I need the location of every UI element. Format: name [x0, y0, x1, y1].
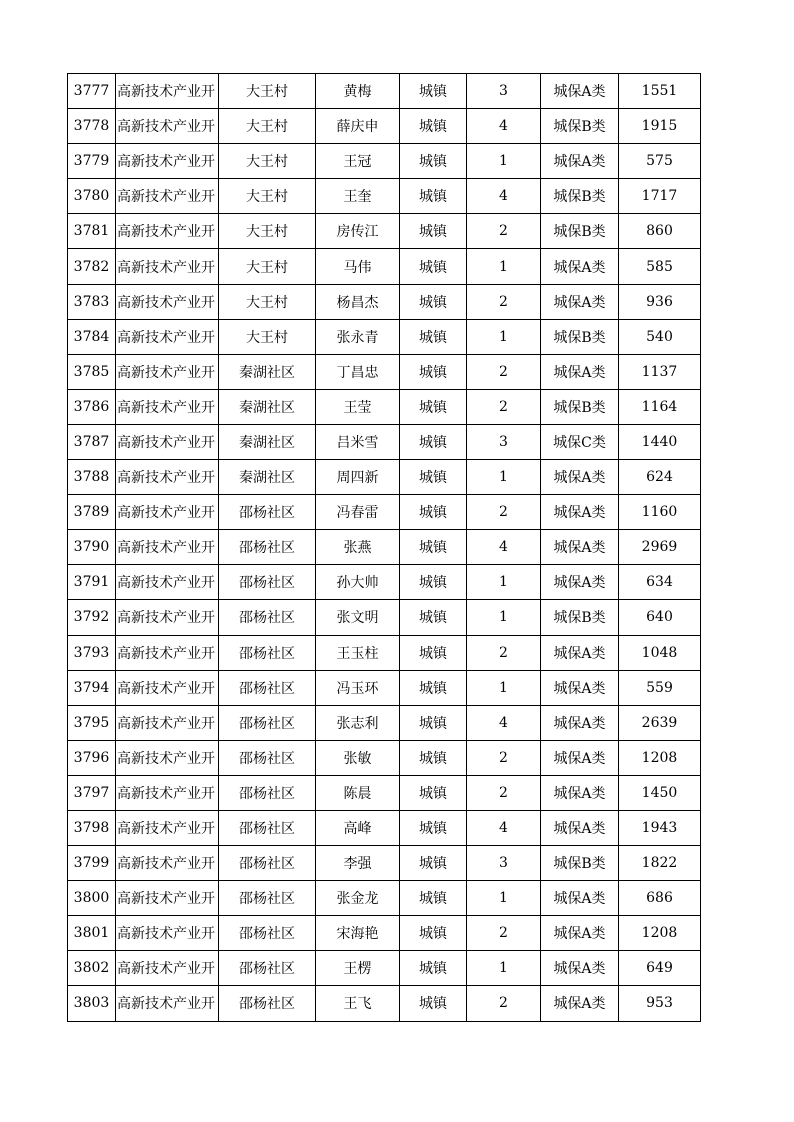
table-row [68, 881, 701, 916]
village-name-cell: 大王村 [219, 144, 316, 179]
aid-category-cell: 城保B类 [541, 600, 619, 635]
person-name-cell: 孙大帅 [316, 565, 400, 600]
row-number-cell: 3777 [68, 74, 116, 109]
village-name-cell: 秦湖社区 [219, 460, 316, 495]
aid-amount-cell: 1822 [619, 846, 701, 881]
member-count-cell: 2 [467, 389, 541, 424]
aid-category-cell: 城保A类 [541, 986, 619, 1021]
village-name-cell: 邵杨社区 [219, 565, 316, 600]
zone-name-cell: 高新技术产业开 [116, 74, 219, 109]
person-name-cell: 王莹 [316, 389, 400, 424]
aid-amount-cell: 1208 [619, 916, 701, 951]
member-count-cell: 1 [467, 951, 541, 986]
village-name-cell: 秦湖社区 [219, 424, 316, 459]
zone-name-cell: 高新技术产业开 [116, 775, 219, 810]
row-number-cell: 3799 [68, 846, 116, 881]
table-row [68, 775, 701, 810]
person-name-cell: 张永青 [316, 319, 400, 354]
aid-amount-cell: 585 [619, 249, 701, 284]
zone-name-cell: 高新技术产业开 [116, 389, 219, 424]
aid-amount-cell: 1551 [619, 74, 701, 109]
person-name-cell: 张文明 [316, 600, 400, 635]
row-number-cell: 3789 [68, 495, 116, 530]
aid-category-cell: 城保B类 [541, 319, 619, 354]
table-row [68, 740, 701, 775]
person-name-cell: 冯玉环 [316, 670, 400, 705]
zone-name-cell: 高新技术产业开 [116, 986, 219, 1021]
village-name-cell: 邵杨社区 [219, 775, 316, 810]
aid-category-cell: 城保A类 [541, 495, 619, 530]
member-count-cell: 2 [467, 284, 541, 319]
zone-name-cell: 高新技术产业开 [116, 600, 219, 635]
table-row [68, 389, 701, 424]
row-number-cell: 3784 [68, 319, 116, 354]
member-count-cell: 2 [467, 740, 541, 775]
aid-amount-cell: 1450 [619, 775, 701, 810]
village-name-cell: 大王村 [219, 249, 316, 284]
row-number-cell: 3803 [68, 986, 116, 1021]
household-type-cell: 城镇 [400, 144, 467, 179]
row-number-cell: 3795 [68, 705, 116, 740]
row-number-cell: 3800 [68, 881, 116, 916]
household-type-cell: 城镇 [400, 319, 467, 354]
household-type-cell: 城镇 [400, 389, 467, 424]
household-type-cell: 城镇 [400, 740, 467, 775]
row-number-cell: 3793 [68, 635, 116, 670]
table-row [68, 916, 701, 951]
row-number-cell: 3779 [68, 144, 116, 179]
aid-amount-cell: 860 [619, 214, 701, 249]
village-name-cell: 邵杨社区 [219, 916, 316, 951]
row-number-cell: 3782 [68, 249, 116, 284]
zone-name-cell: 高新技术产业开 [116, 951, 219, 986]
person-name-cell: 王冠 [316, 144, 400, 179]
aid-category-cell: 城保B类 [541, 179, 619, 214]
table-row [68, 530, 701, 565]
table-row [68, 846, 701, 881]
aid-category-cell: 城保A类 [541, 635, 619, 670]
aid-category-cell: 城保A类 [541, 530, 619, 565]
member-count-cell: 2 [467, 214, 541, 249]
person-name-cell: 宋海艳 [316, 916, 400, 951]
zone-name-cell: 高新技术产业开 [116, 354, 219, 389]
table-row [68, 249, 701, 284]
member-count-cell: 4 [467, 705, 541, 740]
zone-name-cell: 高新技术产业开 [116, 565, 219, 600]
row-number-cell: 3785 [68, 354, 116, 389]
aid-category-cell: 城保C类 [541, 424, 619, 459]
person-name-cell: 张志利 [316, 705, 400, 740]
aid-category-cell: 城保B类 [541, 389, 619, 424]
table-row [68, 705, 701, 740]
zone-name-cell: 高新技术产业开 [116, 705, 219, 740]
aid-amount-cell: 575 [619, 144, 701, 179]
zone-name-cell: 高新技术产业开 [116, 249, 219, 284]
aid-amount-cell: 1137 [619, 354, 701, 389]
table-row [68, 424, 701, 459]
household-type-cell: 城镇 [400, 249, 467, 284]
village-name-cell: 邵杨社区 [219, 740, 316, 775]
table-row [68, 600, 701, 635]
village-name-cell: 邵杨社区 [219, 705, 316, 740]
member-count-cell: 2 [467, 775, 541, 810]
aid-amount-cell: 640 [619, 600, 701, 635]
village-name-cell: 邵杨社区 [219, 810, 316, 845]
person-name-cell: 周四新 [316, 460, 400, 495]
row-number-cell: 3780 [68, 179, 116, 214]
person-name-cell: 房传江 [316, 214, 400, 249]
member-count-cell: 2 [467, 916, 541, 951]
village-name-cell: 邵杨社区 [219, 846, 316, 881]
person-name-cell: 王楞 [316, 951, 400, 986]
row-number-cell: 3802 [68, 951, 116, 986]
zone-name-cell: 高新技术产业开 [116, 881, 219, 916]
table-row [68, 986, 701, 1021]
person-name-cell: 王玉柱 [316, 635, 400, 670]
household-type-cell: 城镇 [400, 214, 467, 249]
zone-name-cell: 高新技术产业开 [116, 495, 219, 530]
table-row [68, 144, 701, 179]
aid-amount-cell: 2639 [619, 705, 701, 740]
person-name-cell: 张敏 [316, 740, 400, 775]
person-name-cell: 杨昌杰 [316, 284, 400, 319]
aid-category-cell: 城保A类 [541, 284, 619, 319]
table-row [68, 951, 701, 986]
row-number-cell: 3787 [68, 424, 116, 459]
household-type-cell: 城镇 [400, 670, 467, 705]
table-row [68, 354, 701, 389]
village-name-cell: 邵杨社区 [219, 986, 316, 1021]
row-number-cell: 3781 [68, 214, 116, 249]
person-name-cell: 王奎 [316, 179, 400, 214]
row-number-cell: 3796 [68, 740, 116, 775]
village-name-cell: 大王村 [219, 214, 316, 249]
household-type-cell: 城镇 [400, 951, 467, 986]
person-name-cell: 高峰 [316, 810, 400, 845]
member-count-cell: 4 [467, 530, 541, 565]
zone-name-cell: 高新技术产业开 [116, 144, 219, 179]
zone-name-cell: 高新技术产业开 [116, 810, 219, 845]
aid-amount-cell: 559 [619, 670, 701, 705]
aid-category-cell: 城保A类 [541, 775, 619, 810]
zone-name-cell: 高新技术产业开 [116, 846, 219, 881]
household-type-cell: 城镇 [400, 565, 467, 600]
aid-category-cell: 城保A类 [541, 740, 619, 775]
aid-amount-cell: 686 [619, 881, 701, 916]
aid-amount-cell: 1915 [619, 109, 701, 144]
table-row [68, 179, 701, 214]
village-name-cell: 大王村 [219, 319, 316, 354]
member-count-cell: 4 [467, 179, 541, 214]
zone-name-cell: 高新技术产业开 [116, 319, 219, 354]
aid-category-cell: 城保A类 [541, 705, 619, 740]
person-name-cell: 王飞 [316, 986, 400, 1021]
aid-category-cell: 城保A类 [541, 249, 619, 284]
person-name-cell: 黄梅 [316, 74, 400, 109]
table-row [68, 460, 701, 495]
member-count-cell: 3 [467, 424, 541, 459]
aid-category-cell: 城保A类 [541, 810, 619, 845]
aid-category-cell: 城保A类 [541, 460, 619, 495]
aid-category-cell: 城保B类 [541, 846, 619, 881]
table-row [68, 565, 701, 600]
member-count-cell: 4 [467, 109, 541, 144]
household-type-cell: 城镇 [400, 810, 467, 845]
roster-body [68, 74, 701, 1022]
table-row [68, 214, 701, 249]
member-count-cell: 1 [467, 881, 541, 916]
row-number-cell: 3783 [68, 284, 116, 319]
member-count-cell: 2 [467, 354, 541, 389]
village-name-cell: 大王村 [219, 284, 316, 319]
table-row [68, 635, 701, 670]
person-name-cell: 薛庆申 [316, 109, 400, 144]
aid-category-cell: 城保A类 [541, 916, 619, 951]
zone-name-cell: 高新技术产业开 [116, 284, 219, 319]
village-name-cell: 大王村 [219, 179, 316, 214]
person-name-cell: 张金龙 [316, 881, 400, 916]
zone-name-cell: 高新技术产业开 [116, 179, 219, 214]
person-name-cell: 吕米雪 [316, 424, 400, 459]
table-row [68, 810, 701, 845]
row-number-cell: 3801 [68, 916, 116, 951]
person-name-cell: 丁昌忠 [316, 354, 400, 389]
household-type-cell: 城镇 [400, 354, 467, 389]
row-number-cell: 3778 [68, 109, 116, 144]
zone-name-cell: 高新技术产业开 [116, 670, 219, 705]
person-name-cell: 陈晨 [316, 775, 400, 810]
household-type-cell: 城镇 [400, 530, 467, 565]
household-type-cell: 城镇 [400, 460, 467, 495]
village-name-cell: 大王村 [219, 109, 316, 144]
roster-table [67, 73, 701, 1022]
person-name-cell: 马伟 [316, 249, 400, 284]
household-type-cell: 城镇 [400, 846, 467, 881]
village-name-cell: 邵杨社区 [219, 670, 316, 705]
aid-category-cell: 城保B类 [541, 214, 619, 249]
row-number-cell: 3792 [68, 600, 116, 635]
household-type-cell: 城镇 [400, 635, 467, 670]
aid-category-cell: 城保A类 [541, 670, 619, 705]
member-count-cell: 1 [467, 565, 541, 600]
aid-amount-cell: 936 [619, 284, 701, 319]
village-name-cell: 秦湖社区 [219, 389, 316, 424]
row-number-cell: 3786 [68, 389, 116, 424]
row-number-cell: 3794 [68, 670, 116, 705]
person-name-cell: 李强 [316, 846, 400, 881]
zone-name-cell: 高新技术产业开 [116, 424, 219, 459]
zone-name-cell: 高新技术产业开 [116, 916, 219, 951]
household-type-cell: 城镇 [400, 179, 467, 214]
aid-category-cell: 城保A类 [541, 565, 619, 600]
aid-amount-cell: 540 [619, 319, 701, 354]
person-name-cell: 张燕 [316, 530, 400, 565]
village-name-cell: 邵杨社区 [219, 600, 316, 635]
member-count-cell: 1 [467, 144, 541, 179]
aid-category-cell: 城保A类 [541, 144, 619, 179]
zone-name-cell: 高新技术产业开 [116, 460, 219, 495]
aid-amount-cell: 953 [619, 986, 701, 1021]
table-row [68, 74, 701, 109]
aid-amount-cell: 1160 [619, 495, 701, 530]
aid-category-cell: 城保A类 [541, 74, 619, 109]
member-count-cell: 3 [467, 74, 541, 109]
aid-amount-cell: 649 [619, 951, 701, 986]
table-row [68, 495, 701, 530]
zone-name-cell: 高新技术产业开 [116, 530, 219, 565]
household-type-cell: 城镇 [400, 495, 467, 530]
row-number-cell: 3788 [68, 460, 116, 495]
zone-name-cell: 高新技术产业开 [116, 214, 219, 249]
member-count-cell: 2 [467, 635, 541, 670]
aid-category-cell: 城保A类 [541, 354, 619, 389]
household-type-cell: 城镇 [400, 916, 467, 951]
member-count-cell: 2 [467, 986, 541, 1021]
household-type-cell: 城镇 [400, 109, 467, 144]
aid-amount-cell: 1048 [619, 635, 701, 670]
member-count-cell: 4 [467, 810, 541, 845]
village-name-cell: 邵杨社区 [219, 495, 316, 530]
village-name-cell: 邵杨社区 [219, 635, 316, 670]
member-count-cell: 1 [467, 600, 541, 635]
member-count-cell: 3 [467, 846, 541, 881]
village-name-cell: 秦湖社区 [219, 354, 316, 389]
member-count-cell: 1 [467, 460, 541, 495]
aid-amount-cell: 2969 [619, 530, 701, 565]
member-count-cell: 1 [467, 319, 541, 354]
aid-category-cell: 城保B类 [541, 109, 619, 144]
aid-category-cell: 城保A类 [541, 951, 619, 986]
village-name-cell: 邵杨社区 [219, 881, 316, 916]
household-type-cell: 城镇 [400, 986, 467, 1021]
table-row [68, 670, 701, 705]
member-count-cell: 1 [467, 670, 541, 705]
aid-amount-cell: 1208 [619, 740, 701, 775]
village-name-cell: 大王村 [219, 74, 316, 109]
household-type-cell: 城镇 [400, 424, 467, 459]
aid-amount-cell: 1717 [619, 179, 701, 214]
household-type-cell: 城镇 [400, 284, 467, 319]
person-name-cell: 冯春雷 [316, 495, 400, 530]
household-type-cell: 城镇 [400, 705, 467, 740]
aid-category-cell: 城保A类 [541, 881, 619, 916]
table-row [68, 109, 701, 144]
table-row [68, 284, 701, 319]
member-count-cell: 1 [467, 249, 541, 284]
aid-amount-cell: 1440 [619, 424, 701, 459]
household-type-cell: 城镇 [400, 775, 467, 810]
zone-name-cell: 高新技术产业开 [116, 109, 219, 144]
household-type-cell: 城镇 [400, 881, 467, 916]
row-number-cell: 3797 [68, 775, 116, 810]
household-type-cell: 城镇 [400, 600, 467, 635]
row-number-cell: 3791 [68, 565, 116, 600]
household-type-cell: 城镇 [400, 74, 467, 109]
village-name-cell: 邵杨社区 [219, 951, 316, 986]
table-row [68, 319, 701, 354]
zone-name-cell: 高新技术产业开 [116, 740, 219, 775]
aid-amount-cell: 1943 [619, 810, 701, 845]
aid-amount-cell: 634 [619, 565, 701, 600]
row-number-cell: 3790 [68, 530, 116, 565]
aid-amount-cell: 1164 [619, 389, 701, 424]
aid-amount-cell: 624 [619, 460, 701, 495]
member-count-cell: 2 [467, 495, 541, 530]
village-name-cell: 邵杨社区 [219, 530, 316, 565]
row-number-cell: 3798 [68, 810, 116, 845]
zone-name-cell: 高新技术产业开 [116, 635, 219, 670]
